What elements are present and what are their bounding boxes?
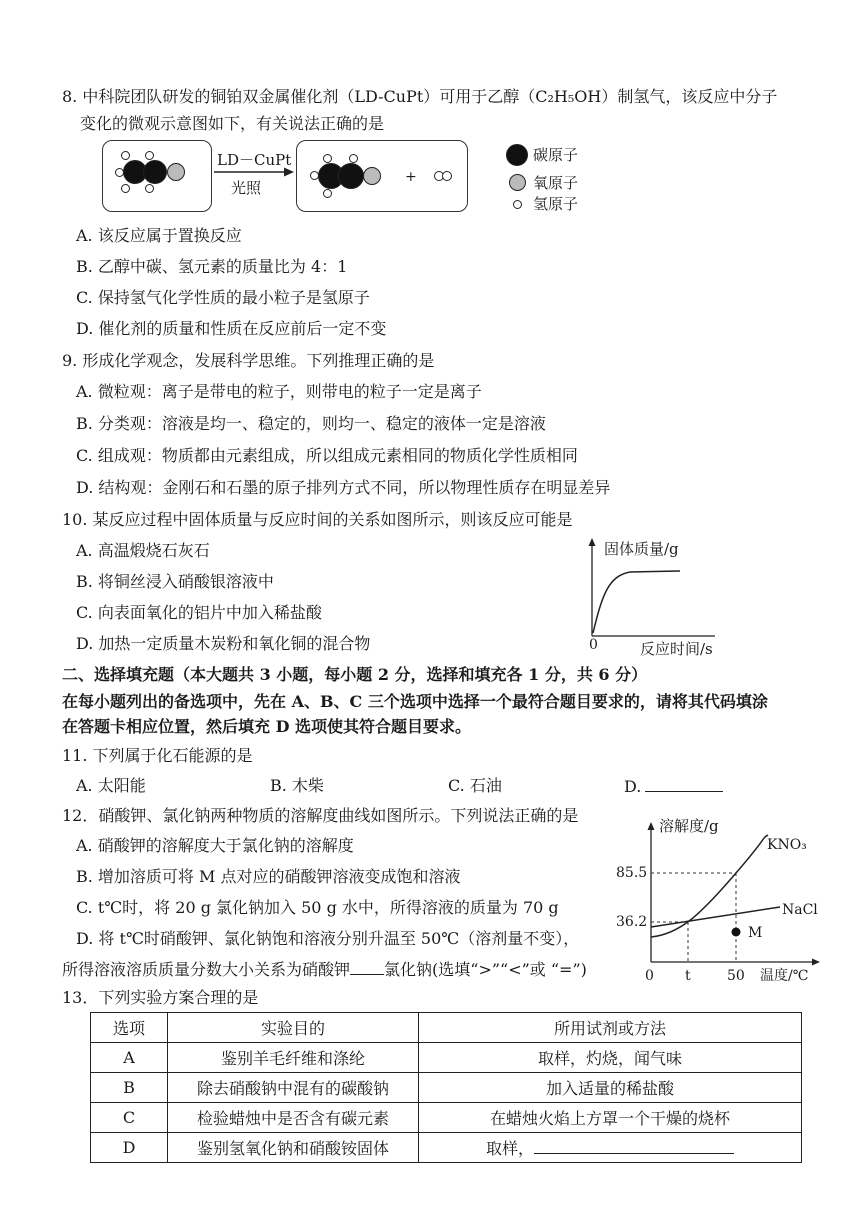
q12-option-c: C. t℃时，将 20 g 氯化钠加入 50 g 水中，所得溶液的质量为 70 g — [76, 898, 559, 917]
series-label-nacl: NaCl — [782, 902, 818, 918]
q11-option-d-label: D. — [624, 777, 642, 796]
cell-method: 取样，灼烧，闻气味 — [419, 1043, 802, 1073]
cell-method-text: 取样， — [485, 1139, 534, 1158]
point-m-label: M — [748, 925, 763, 941]
plus-sign: + — [405, 169, 417, 185]
cell-purpose: 检验蜡烛中是否含有碳元素 — [168, 1103, 419, 1133]
q12-answer-blank[interactable] — [350, 958, 384, 975]
section2-title: 二、选择填充题（本大题共 3 小题，每小题 2 分，选择和填充各 1 分，共 6 分） — [62, 665, 648, 684]
ytick-36-2: 36.2 — [616, 914, 648, 930]
table-row — [91, 1073, 802, 1103]
table-row — [91, 1133, 802, 1163]
reactant-box — [102, 140, 212, 212]
q8-option-b: B. 乙醇中碳、氢元素的质量比为 4：1 — [76, 257, 348, 276]
hydrogen-atom-icon — [513, 200, 522, 209]
q10-option-c: C. 向表面氧化的铝片中加入稀盐酸 — [76, 603, 322, 622]
hydrogen-atom-icon — [145, 151, 154, 160]
q11-option-a: A. 太阳能 — [76, 776, 146, 795]
q11-stem: 11. 下列属于化石能源的是 — [62, 746, 253, 765]
ytick-85-5: 85.5 — [616, 865, 648, 881]
oxygen-atom-icon — [363, 167, 381, 185]
q9-option-b: B. 分类观：溶液是均一、稳定的，则均一、稳定的液体一定是溶液 — [76, 414, 546, 433]
q13-answer-blank[interactable] — [534, 1137, 734, 1154]
oxygen-atom-icon — [509, 174, 526, 191]
carbon-atom-icon — [338, 163, 364, 189]
section2-instruction-line2: 在答题卡相应位置，然后填充 D 选项使其符合题目要求。 — [62, 717, 472, 736]
cell-method — [419, 1133, 802, 1163]
q10-graph-xlabel: 反应时间/s — [640, 640, 713, 658]
arrow-catalyst-label: LD－CuPt — [217, 151, 292, 169]
q10-graph-ylabel: 固体质量/g — [604, 540, 679, 558]
cell-purpose: 鉴别羊毛纤维和涤纶 — [168, 1043, 419, 1073]
cell-method: 加入适量的稀盐酸 — [419, 1073, 802, 1103]
cell-purpose: 鉴别氢氧化钠和硝酸铵固体 — [168, 1133, 419, 1163]
hydrogen-atom-icon — [121, 151, 130, 160]
hydrogen-atom-icon — [349, 154, 358, 163]
legend-hydrogen: 氢原子 — [533, 195, 579, 213]
q12-option-d-continued — [62, 958, 587, 981]
carbon-atom-icon — [506, 144, 528, 166]
q8-option-c: C. 保持氢气化学性质的最小粒子是氢原子 — [76, 288, 370, 307]
q10-option-d: D. 加热一定质量木炭粉和氧化铜的混合物 — [76, 634, 371, 653]
xtick-t: t — [685, 968, 691, 984]
q12-d-text-a: 所得溶液溶质质量分数大小关系为硝酸钾 — [62, 960, 351, 979]
cell-option: A — [91, 1043, 168, 1073]
q11-option-b: B. 木柴 — [270, 776, 324, 795]
hydrogen-atom-icon — [115, 168, 124, 177]
q13-stem: 13．下列实验方案合理的是 — [62, 988, 259, 1007]
q8-option-a: A. 该反应属于置换反应 — [76, 226, 242, 245]
section2-instruction-line1: 在每小题列出的备选项中，先在 A、B、C 三个选项中选择一个最符合题目要求的，请将其代码填涂 — [62, 692, 768, 711]
header-method: 所用试剂或方法 — [419, 1013, 802, 1043]
q10-option-b: B. 将铜丝浸入硝酸银溶液中 — [76, 572, 274, 591]
oxygen-atom-icon — [167, 163, 185, 181]
header-purpose: 实验目的 — [168, 1013, 419, 1043]
table-row — [91, 1043, 802, 1073]
xtick-0: 0 — [645, 968, 654, 984]
q9-option-d: D. 结构观：金刚石和石墨的原子排列方式不同，所以物理性质存在明显差异 — [76, 478, 611, 497]
point-m-icon — [732, 928, 741, 937]
xtick-50: 50 — [727, 968, 745, 984]
hydrogen-atom-icon — [310, 171, 319, 180]
table-row — [91, 1103, 802, 1133]
hydrogen-atom-icon — [145, 184, 154, 193]
q12-stem: 12．硝酸钾、氯化钠两种物质的溶解度曲线如图所示。下列说法正确的是 — [62, 806, 579, 825]
q12-option-a: A. 硝酸钾的溶解度大于氯化钠的溶解度 — [76, 836, 354, 855]
q12-d-text-b: 氯化钠(选填“>”“<”或 “=”) — [384, 960, 587, 979]
series-label-kno3: KNO₃ — [767, 837, 807, 853]
legend-oxygen: 氧原子 — [533, 174, 579, 192]
hydrogen-atom-icon — [323, 154, 332, 163]
q13-table — [90, 1012, 802, 1163]
q12-option-b: B. 增加溶质可将 M 点对应的硝酸钾溶液变成饱和溶液 — [76, 867, 461, 886]
arrow-condition-label: 光照 — [231, 179, 262, 197]
cell-option: D — [91, 1133, 168, 1163]
hydrogen-atom-icon — [442, 171, 452, 181]
solubility-xlabel: 温度/℃ — [760, 968, 809, 984]
q11-option-d — [624, 775, 723, 798]
hydrogen-atom-icon — [121, 184, 130, 193]
q12-option-d: D. 将 t℃时硝酸钾、氯化钠饱和溶液分别升温至 50℃（溶剂量不变）， — [76, 929, 580, 948]
q10-option-a: A. 高温煅烧石灰石 — [76, 541, 210, 560]
table-header-row — [91, 1013, 802, 1043]
q8-stem-line2: 变化的微观示意图如下，有关说法正确的是 — [80, 114, 385, 133]
q11-option-c: C. 石油 — [448, 776, 502, 795]
cell-method: 在蜡烛火焰上方罩一个干燥的烧杯 — [419, 1103, 802, 1133]
cell-option: C — [91, 1103, 168, 1133]
q8-option-d: D. 催化剂的质量和性质在反应前后一定不变 — [76, 319, 387, 338]
cell-purpose: 除去硝酸钠中混有的碳酸钠 — [168, 1073, 419, 1103]
q10-graph-origin: 0 — [589, 637, 598, 653]
carbon-atom-icon — [143, 160, 167, 184]
q9-stem: 9. 形成化学观念，发展科学思维。下列推理正确的是 — [62, 351, 435, 370]
q8-stem-line1: 8. 中科院团队研发的铜铂双金属催化剂（LD-CuPt）可用于乙醇（C₂H₅OH）制氢气，该反应中分子 — [62, 87, 778, 106]
header-option: 选项 — [91, 1013, 168, 1043]
product-box — [296, 140, 468, 212]
solubility-ylabel: 溶解度/g — [659, 817, 719, 835]
q9-option-c: C. 组成观：物质都由元素组成，所以组成元素相同的物质化学性质相同 — [76, 446, 578, 465]
hydrogen-atom-icon — [323, 189, 332, 198]
q10-stem: 10. 某反应过程中固体质量与反应时间的关系如图所示，则该反应可能是 — [62, 510, 573, 529]
legend-carbon: 碳原子 — [533, 146, 579, 164]
q9-option-a: A. 微粒观：离子是带电的粒子，则带电的粒子一定是离子 — [76, 382, 482, 401]
cell-option: B — [91, 1073, 168, 1103]
q11-answer-blank[interactable] — [645, 775, 723, 792]
